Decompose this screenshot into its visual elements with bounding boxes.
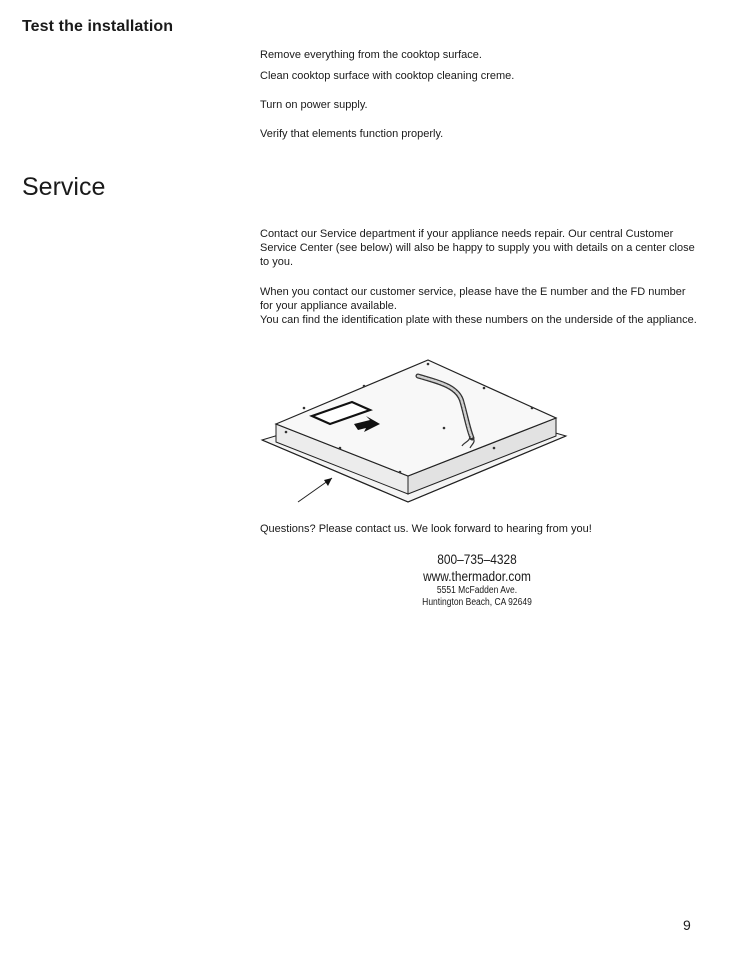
install-step-2: Clean cooktop surface with cooktop cleaning creme. (260, 70, 515, 82)
section-title-service: Service (22, 173, 106, 201)
contact-address-line-2: Huntington Beach, CA 92649 (422, 597, 532, 608)
section-title-test-installation: Test the installation (22, 18, 174, 35)
cooktop-underside-illustration (258, 356, 570, 508)
page-number: 9 (683, 917, 691, 933)
contact-address-line-1: 5551 McFadden Ave. (436, 585, 518, 596)
contact-website: www.thermador.com (423, 568, 531, 584)
service-paragraph-2a: When you contact our customer service, please have the E number and the FD number for your appliance available. (260, 286, 686, 312)
service-paragraph-2b: You can find the identification plate with these numbers on the underside of the appliance. (260, 314, 697, 326)
contact-phone: 800–735–4328 (437, 551, 517, 567)
install-step-3: Turn on power supply. (260, 99, 368, 111)
questions-text: Questions? Please contact us. We look forward to hearing from you! (260, 523, 592, 535)
install-step-1: Remove everything from the cooktop surface. (260, 49, 482, 61)
service-paragraph-1: Contact our Service department if your appliance needs repair. Our central Customer Service Center (see below) will also be happy to supply you with details on a center close to you. (260, 228, 695, 268)
install-step-4: Verify that elements function properly. (260, 128, 444, 140)
